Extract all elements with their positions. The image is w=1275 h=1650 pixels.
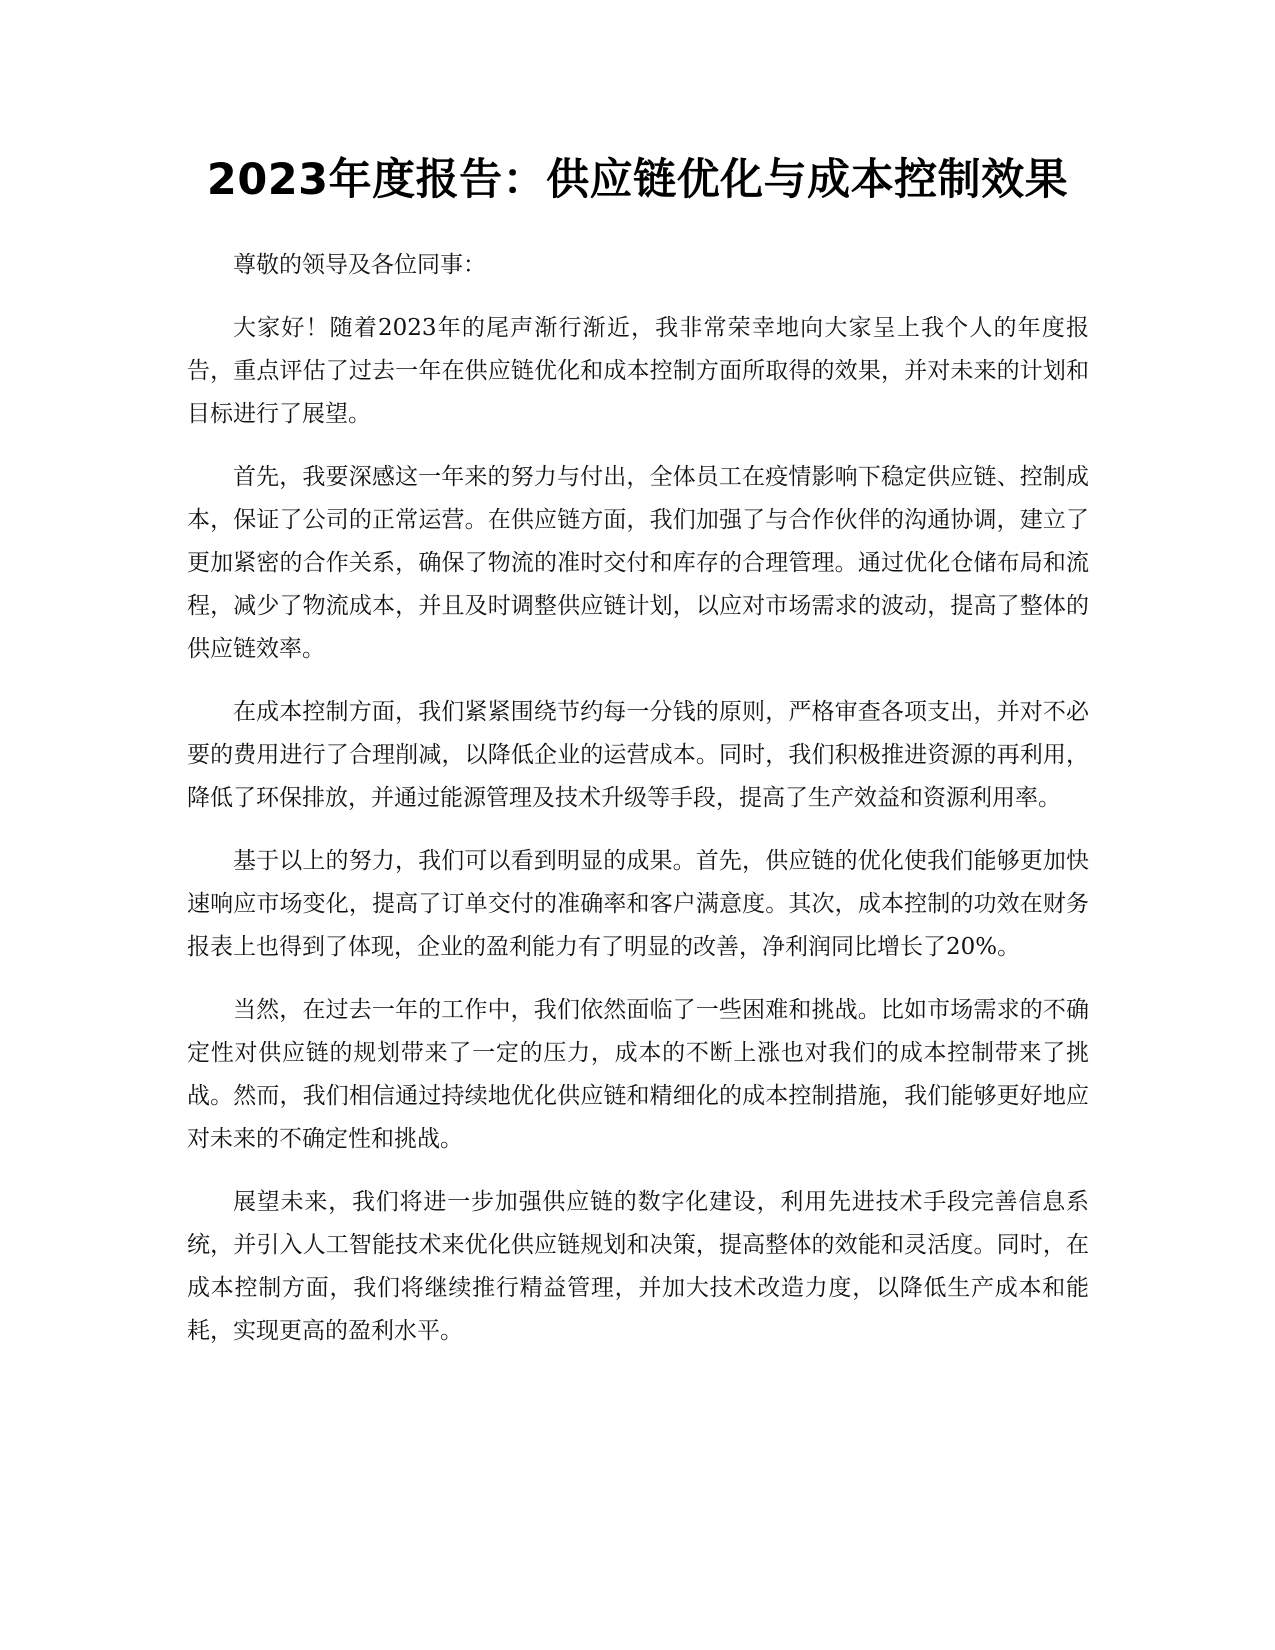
paragraph-cost-control: 在成本控制方面，我们紧紧围绕节约每一分钱的原则，严格审查各项支出，并对不必要的费用进行了合理削减，以降低企业的运营成本。同时，我们积极推进资源的再利用，降低了环保排放，并通过能源管理及技术升级等手段，提高了生产效益和资源利用率。 [187, 699, 1089, 811]
salutation: 尊敬的领导及各位同事： [233, 252, 486, 278]
paragraph-greeting: 大家好！随着2023年的尾声渐行渐近，我非常荣幸地向大家呈上我个人的年度报告，重点评估了过去一年在供应链优化和成本控制方面所取得的效果，并对未来的计划和目标进行了展望。 [187, 315, 1089, 427]
paragraph-outlook: 展望未来，我们将进一步加强供应链的数字化建设，利用先进技术手段完善信息系统，并引入人工智能技术来优化供应链规划和决策，提高整体的效能和灵活度。同时，在成本控制方面，我们将继续推行精益管理，并加大技术改造力度，以降低生产成本和能耗，实现更高的盈利水平。 [187, 1189, 1089, 1344]
paragraph-challenges: 当然，在过去一年的工作中，我们依然面临了一些困难和挑战。比如市场需求的不确定性对供应链的规划带来了一定的压力，成本的不断上涨也对我们的成本控制带来了挑战。然而，我们相信通过持续地优化供应链和精细化的成本控制措施，我们能够更好地应对未来的不确定性和挑战。 [187, 997, 1089, 1152]
paragraph-supply-chain: 首先，我要深感这一年来的努力与付出，全体员工在疫情影响下稳定供应链、控制成本，保证了公司的正常运营。在供应链方面，我们加强了与合作伙伴的沟通协调，建立了更加紧密的合作关系，确保了物流的准时交付和库存的合理管理。通过优化仓储布局和流程，减少了物流成本，并且及时调整供应链计划，以应对市场需求的波动，提高了整体的供应链效率。 [187, 464, 1089, 662]
document-title: 2023年度报告：供应链优化与成本控制效果 [206, 155, 1069, 205]
paragraph-results: 基于以上的努力，我们可以看到明显的成果。首先，供应链的优化使我们能够更加快速响应市场变化，提高了订单交付的准确率和客户满意度。其次，成本控制的功效在财务报表上也得到了体现，企业的盈利能力有了明显的改善，净利润同比增长了20%。 [187, 848, 1089, 960]
document-body [187, 244, 1089, 1373]
